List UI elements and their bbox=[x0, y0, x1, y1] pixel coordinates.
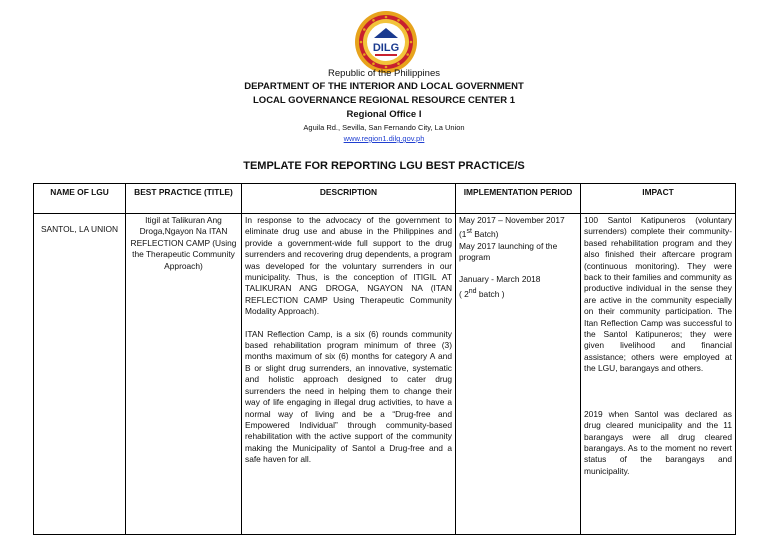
period-launch: May 2017 launching of the program bbox=[459, 240, 558, 263]
cell-best-practice bbox=[126, 214, 242, 535]
description-paragraph-1: In response to the advocacy of the government to eliminate drug use and abuse in the Philippines and provide a government-wide full support to the drug surrenders and recovering drug dependents, a program was developed for the voluntary surrenders in our municipality. Thus, is the conception of ITIGIL AT TALIKURAN ANG DROGA, NGAYON NA (ITAN REFLECTION CAMP Using Therapeutic Community Modality Approach). bbox=[245, 215, 452, 317]
regional-office: Regional Office I bbox=[346, 109, 422, 120]
period-1-batch: (1st Batch) bbox=[459, 228, 499, 240]
resource-center-name: LOCAL GOVERNANCE REGIONAL RESOURCE CENTER 1 bbox=[253, 95, 515, 106]
cell-description bbox=[242, 214, 456, 535]
office-address: Aguila Rd., Sevilla, San Fernando City, La Union bbox=[303, 123, 465, 132]
cell-period bbox=[456, 214, 581, 535]
period-1-range: May 2017 – November 2017 bbox=[459, 215, 565, 225]
svg-text:DILG: DILG bbox=[372, 42, 400, 54]
description-paragraph-2: ITAN Reflection Camp, is a six (6) rounds community based rehabilitation program minimum of three (3) months maximum of six (6) months for category A and B or slight drug surrenders, an innovative, systematic and holistic approach designed to cater drug surrenders the need in helping them to change their way of life engaging in illegal drug activities, to have a normal way of living and be a “Drug-free and Empowered Individual” through community-based rehabilitation with the active support of the community making the Municipality of Santol a Drug-free and a safe haven for all. bbox=[245, 328, 452, 465]
department-name: DEPARTMENT OF THE INTERIOR AND LOCAL GOVERNMENT bbox=[244, 81, 524, 92]
impact-paragraph-1: 100 Santol Katipuneros (voluntary surrenders) complete their community-based rehabilitation program and they also finished their aftercare program (continuous monitoring). They were back to their families and community as productive individual in the sense they are active in the community especially on their community participation. The Itan Reflection Camp was successful to the Santol Katipuneros; they were given livelihood and financial assistance; others were employed at the LGU, barangays and others. bbox=[584, 215, 732, 374]
best-practice-table bbox=[33, 183, 736, 535]
header-best-practice: BEST PRACTICE (TITLE) bbox=[126, 184, 242, 214]
header-description: DESCRIPTION bbox=[242, 184, 456, 214]
best-practice-title: Itigil at Talikuran Ang Droga,Ngayon Na ITAN REFLECTION CAMP (Using the Therapeutic Community Approach) bbox=[130, 215, 237, 271]
header-impact: IMPACT bbox=[581, 184, 736, 214]
table-row bbox=[34, 214, 736, 535]
period-2-range: January - March 2018 bbox=[459, 274, 541, 285]
website-link[interactable]: www.region1.dilg.gov.ph bbox=[343, 134, 425, 143]
template-title: TEMPLATE FOR REPORTING LGU BEST PRACTICE/S bbox=[243, 160, 525, 172]
period-2-batch: ( 2nd batch ) bbox=[459, 287, 505, 299]
dilg-seal-logo bbox=[354, 10, 418, 74]
cell-lgu bbox=[34, 214, 126, 535]
republic-line: Republic of the Philippines bbox=[328, 68, 440, 79]
cell-impact bbox=[581, 214, 736, 535]
header-period: IMPLEMENTATION PERIOD bbox=[456, 184, 581, 214]
impact-paragraph-2: 2019 when Santol was declared as drug cleared municipality and the 11 barangays were all drug cleared barangays. As to the moment no revert status of the barangays and municipality. bbox=[584, 408, 732, 476]
table-header-row bbox=[34, 184, 736, 214]
lgu-name: SANTOL, LA UNION bbox=[40, 224, 119, 234]
header-lgu: NAME OF LGU bbox=[34, 184, 126, 214]
